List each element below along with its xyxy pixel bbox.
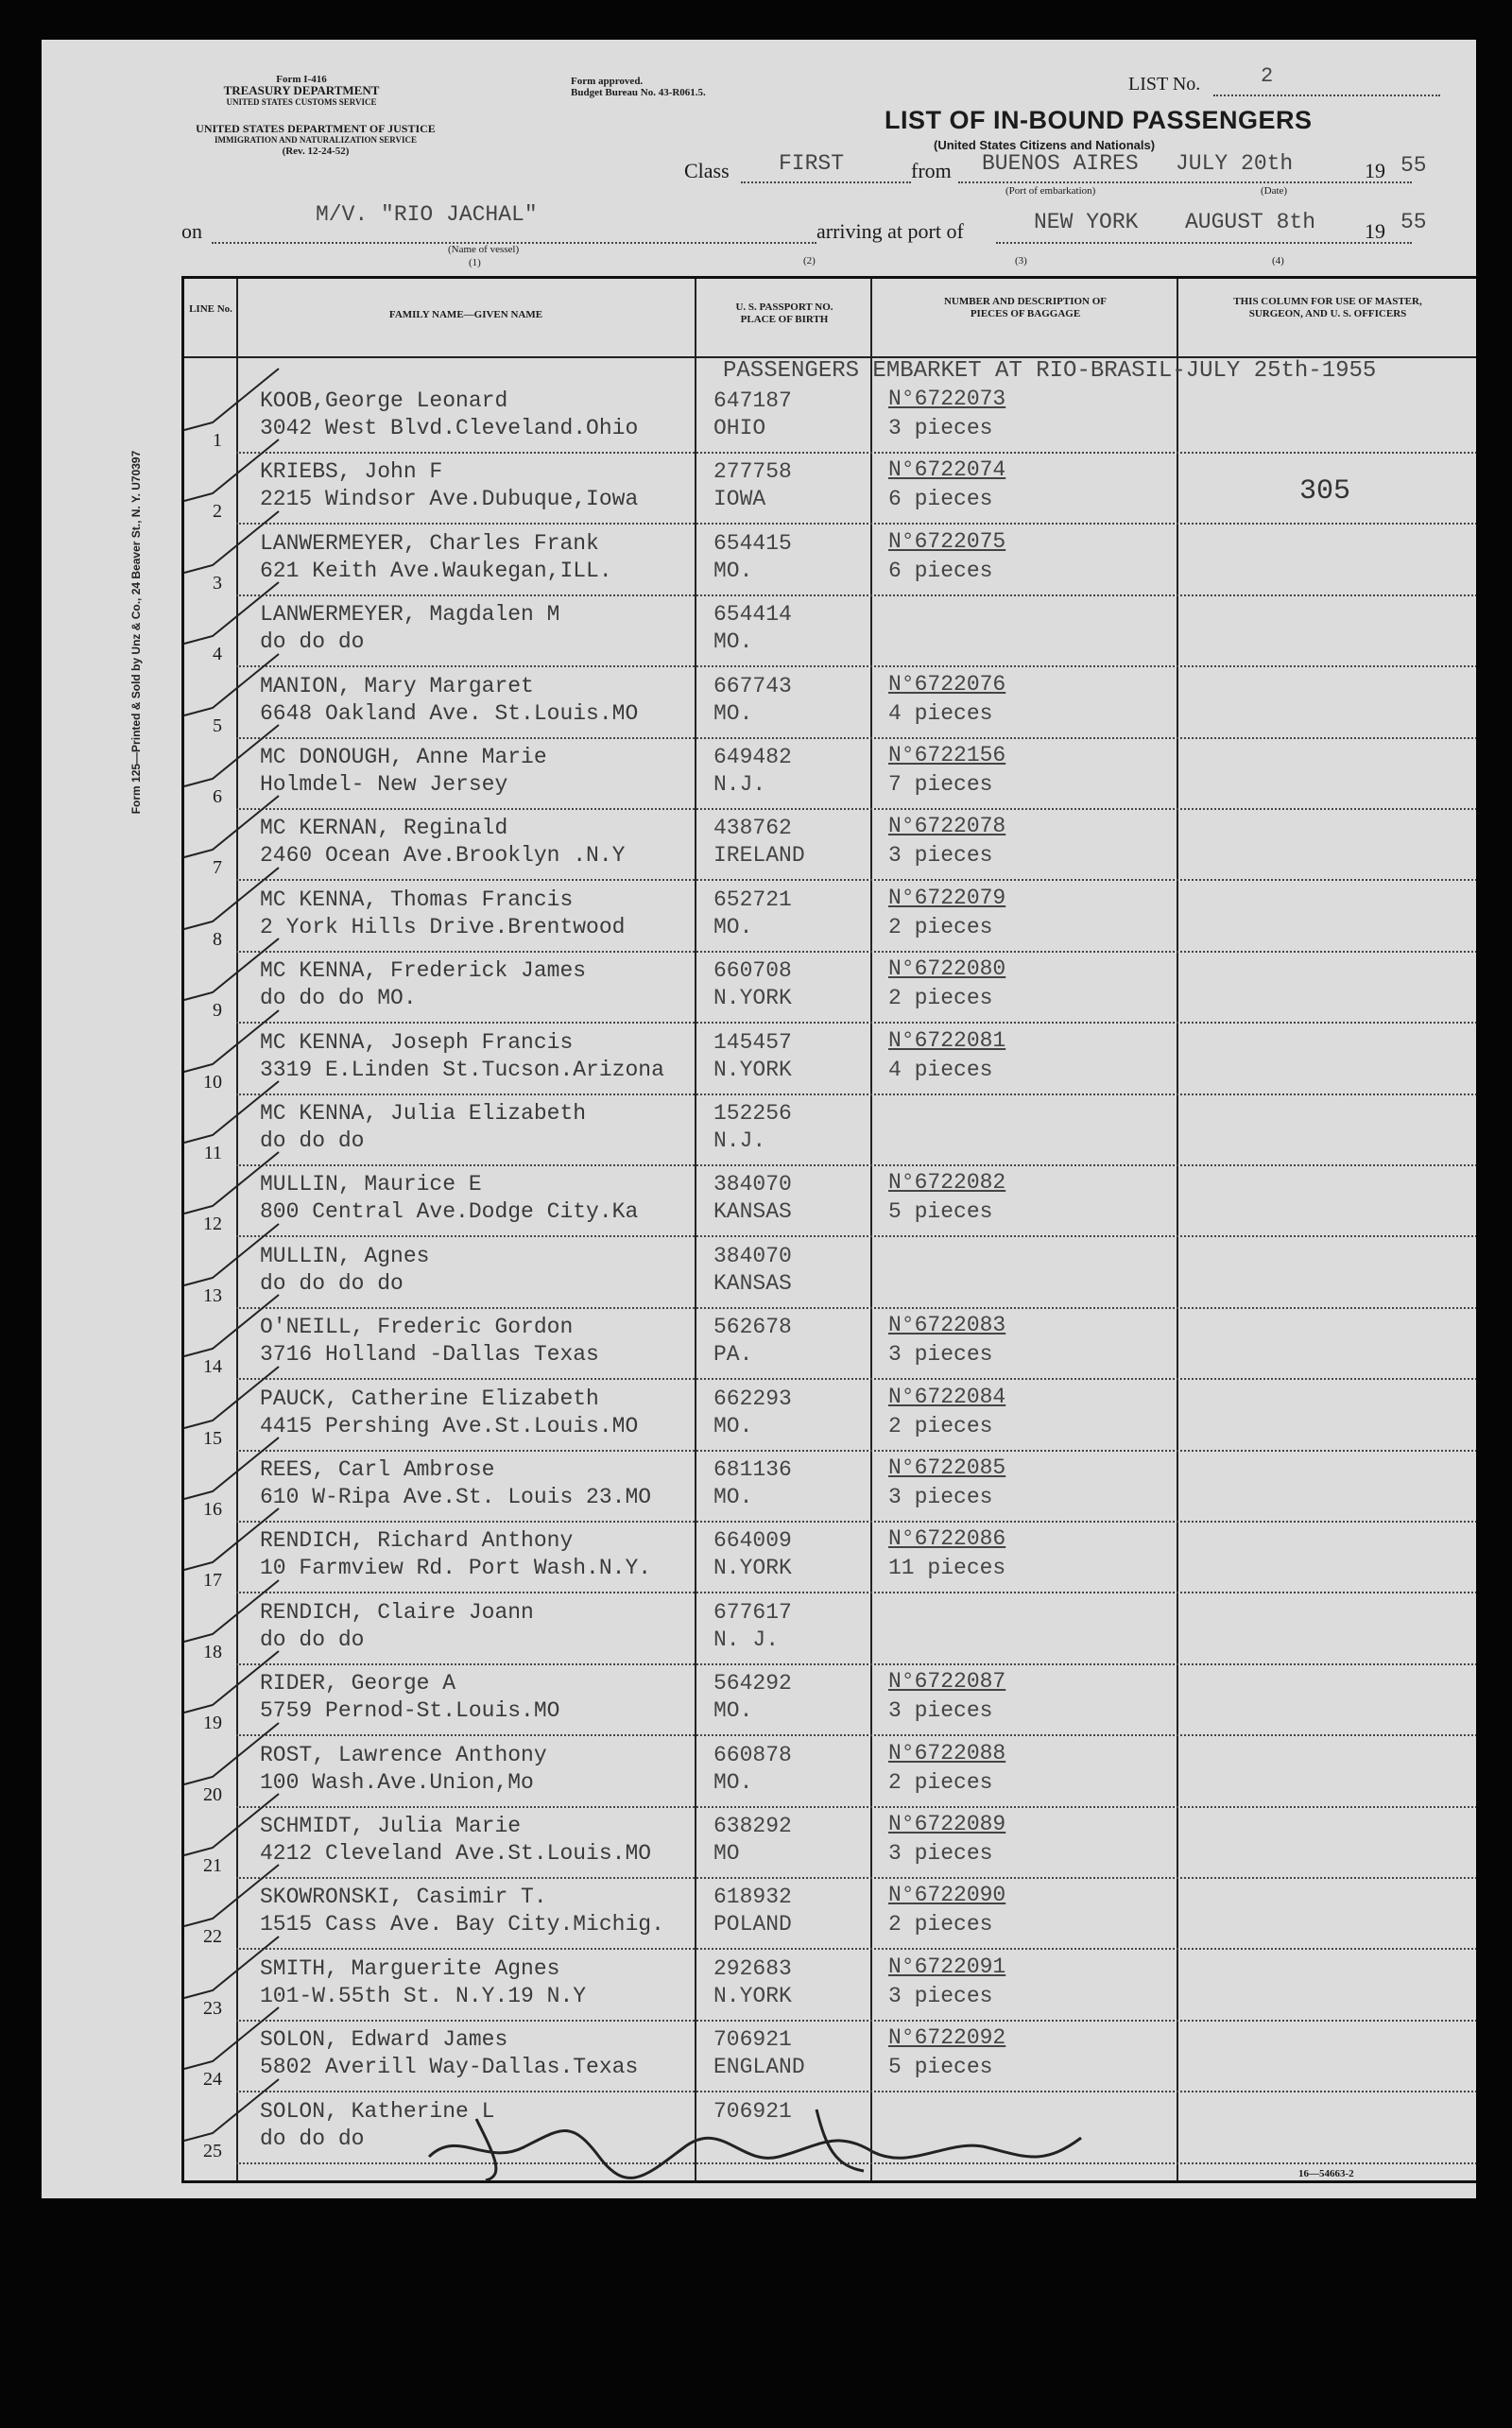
line-number: 22 (203, 1926, 222, 1948)
passenger-address: 10 Farmview Rd. Port Wash.N.Y. (260, 1556, 652, 1581)
passenger-address: 5759 Pernod-St.Louis.MO (260, 1698, 560, 1724)
from-line (958, 181, 1412, 183)
baggage-tag: N°6722074 (888, 457, 1006, 483)
passenger-address: do do do (260, 629, 365, 655)
passport-number: 706921 (713, 2027, 792, 2053)
line-number: 20 (203, 1783, 222, 1805)
baggage-pieces: 7 pieces (888, 772, 993, 797)
from-date: JULY 20th (1176, 151, 1294, 176)
table-row (184, 1523, 1476, 1593)
place-of-birth: MO. (713, 914, 753, 939)
passenger-address: do do do (260, 1627, 365, 1652)
table-row (184, 1309, 1476, 1380)
place-of-birth: N.J. (713, 1128, 766, 1153)
passport-number: 292683 (713, 1955, 792, 1981)
passenger-name: LANWERMEYER, Magdalen M (260, 602, 560, 628)
baggage-tag: N°6722082 (888, 1170, 1006, 1196)
passenger-address: Holmdel- New Jersey (260, 772, 508, 797)
line-number: 4 (213, 644, 222, 665)
baggage-pieces: 6 pieces (888, 558, 993, 583)
baggage-tag: N°6722156 (888, 743, 1006, 767)
passenger-name: SOLON, Edward James (260, 2027, 508, 2053)
passenger-address: do do do (260, 1128, 365, 1153)
passport-number: 706921 (713, 2098, 792, 2124)
baggage-pieces: 2 pieces (888, 1413, 993, 1438)
customs-service: UNITED STATES CUSTOMS SERVICE (226, 97, 377, 107)
baggage-tag: N°6722088 (888, 1740, 1006, 1765)
passenger-address: 3716 Holland -Dallas Texas (260, 1342, 599, 1368)
header-line-no: LINE No. (189, 303, 232, 315)
baggage-tag: N°6722083 (888, 1313, 1006, 1338)
class-line (741, 181, 911, 183)
passport-number: 662293 (713, 1386, 792, 1411)
baggage-pieces: 3 pieces (888, 1698, 993, 1724)
place-of-birth: PA. (713, 1342, 753, 1368)
line-number: 7 (213, 857, 222, 879)
place-of-birth: KANSAS (713, 1270, 792, 1296)
baggage-pieces: 5 pieces (888, 1199, 993, 1225)
from-year-prefix: 19 (1365, 159, 1385, 182)
passenger-address: 5802 Averill Way-Dallas.Texas (260, 2055, 639, 2080)
line-number: 17 (203, 1570, 222, 1592)
arriving-label: arriving at port of (816, 219, 964, 243)
passenger-name: SOLON, Katherine L (260, 2098, 495, 2124)
baggage-pieces: 4 pieces (888, 1057, 993, 1082)
baggage-pieces: 3 pieces (888, 1342, 993, 1368)
check-mark (175, 1576, 288, 1651)
passport-number: 660708 (713, 958, 792, 984)
approval-block (571, 76, 706, 98)
passenger-address: 6648 Oakland Ave. St.Louis.MO (260, 700, 639, 726)
line-number: 14 (203, 1356, 222, 1378)
table-row (184, 596, 1476, 667)
passport-number: 654415 (713, 530, 792, 556)
vessel-caption: (Name of vessel) (448, 244, 520, 255)
form-number: Form I-416 (276, 74, 327, 85)
table-row (184, 1808, 1476, 1879)
check-mark (175, 863, 288, 938)
place-of-birth: N. J. (713, 1627, 780, 1652)
line-number: 25 (203, 2140, 222, 2161)
line-number: 3 (213, 572, 222, 594)
table-row (184, 810, 1476, 881)
passenger-address: do do do MO. (260, 986, 417, 1011)
place-of-birth: N.YORK (713, 1057, 792, 1082)
baggage-pieces: 11 pieces (888, 1556, 1006, 1581)
check-mark (175, 1006, 288, 1081)
baggage-tag: N°6722079 (888, 885, 1006, 910)
check-mark (175, 649, 288, 725)
passport-number: 638292 (713, 1814, 792, 1838)
passenger-name: MANION, Mary Margaret (260, 673, 534, 698)
check-mark (175, 1290, 288, 1366)
baggage-tag: N°6722091 (888, 1954, 1006, 1979)
check-mark (175, 507, 288, 582)
line-number: 2 (213, 501, 222, 523)
place-of-birth: N.YORK (713, 1556, 792, 1581)
passport-number: 649482 (713, 745, 792, 769)
baggage-tag: N°6722073 (888, 387, 1006, 411)
footer-code: 16—54663-2 (1298, 2168, 1354, 2179)
passenger-address: 3042 West Blvd.Cleveland.Ohio (260, 416, 639, 440)
check-mark (175, 435, 288, 510)
passenger-name: KRIEBS, John F (260, 459, 443, 485)
line-number: 15 (203, 1427, 222, 1449)
passenger-name: MC KENNA, Julia Elizabeth (260, 1101, 587, 1126)
passport-number: 654414 (713, 602, 792, 628)
table-row (184, 2022, 1476, 2092)
baggage-tag: N°6722076 (888, 671, 1006, 697)
passenger-name: SCHMIDT, Julia Marie (260, 1814, 522, 1838)
header-passport: U. S. PASSPORT NO. PLACE OF BIRTH (735, 301, 833, 325)
table-row (184, 1665, 1476, 1736)
check-mark (175, 791, 288, 867)
passport-number: 562678 (713, 1315, 792, 1340)
passenger-address: 2 York Hills Drive.Brentwood (260, 914, 626, 939)
header-name: FAMILY NAME—GIVEN NAME (388, 309, 543, 320)
table-row (184, 454, 1476, 525)
passenger-address: 4212 Cleveland Ave.St.Louis.MO (260, 1841, 652, 1866)
from-year: 55 (1400, 153, 1427, 178)
line-number: 9 (213, 1000, 222, 1022)
table-row (184, 668, 1476, 739)
form-approved: Form approved. (571, 76, 644, 87)
table-row (184, 1025, 1476, 1095)
justice-dept: UNITED STATES DEPARTMENT OF JUSTICE (196, 122, 436, 135)
passport-number: 660878 (713, 1742, 792, 1767)
passenger-address: 2460 Ocean Ave.Brooklyn .N.Y (260, 843, 626, 869)
table-row (184, 953, 1476, 1024)
passenger-address: 3319 E.Linden St.Tucson.Arizona (260, 1057, 664, 1082)
passenger-name: MC DONOUGH, Anne Marie (260, 745, 547, 769)
header-officers: THIS COLUMN FOR USE OF MASTER, SURGEON, AND U. S. OFFICERS (1233, 296, 1422, 319)
baggage-pieces: 2 pieces (888, 1912, 993, 1937)
place-of-birth: MO. (713, 700, 753, 726)
place-of-birth: MO (713, 1841, 740, 1866)
baggage-pieces: 3 pieces (888, 843, 993, 869)
baggage-tag: N°6722084 (888, 1384, 1006, 1409)
place-of-birth: MO. (713, 1413, 753, 1438)
date-caption: (Date) (1261, 185, 1288, 197)
baggage-pieces: 2 pieces (888, 986, 993, 1011)
passenger-name: MC KENNA, Joseph Francis (260, 1029, 574, 1055)
passenger-table (181, 276, 1476, 2183)
baggage-pieces: 2 pieces (888, 914, 993, 939)
baggage-tag: N°6722075 (888, 528, 1006, 554)
passport-number: 152256 (713, 1101, 792, 1126)
line-number: 12 (203, 1214, 222, 1235)
passenger-name: RIDER, George A (260, 1671, 456, 1696)
passenger-name: REES, Carl Ambrose (260, 1457, 495, 1482)
check-mark (175, 364, 288, 439)
passenger-name: MC KENNA, Thomas Francis (260, 887, 574, 912)
table-row (184, 1737, 1476, 1808)
baggage-tag: N°6722081 (888, 1027, 1006, 1053)
passport-number: 667743 (713, 673, 792, 698)
passenger-address: 621 Keith Ave.Waukegan,ILL. (260, 558, 612, 583)
col4-caption: (4) (1272, 255, 1284, 267)
table-header (184, 279, 1476, 358)
baggage-tag: N°6722092 (888, 2025, 1006, 2051)
baggage-pieces: 3 pieces (888, 1841, 993, 1866)
passenger-name: MC KERNAN, Reginald (260, 816, 508, 841)
baggage-pieces: 5 pieces (888, 2055, 993, 2080)
passport-number: 647187 (713, 388, 792, 413)
passenger-address: do do do do (260, 1270, 404, 1296)
embark-note: PASSENGERS EMBARKET AT RIO-BRASIL-JULY 25th-1955 (723, 358, 1377, 384)
vessel-name: M/V. "RIO JACHAL" (316, 202, 538, 227)
passenger-address: 2215 Windsor Ave.Dubuque,Iowa (260, 487, 639, 512)
line-number: 19 (203, 1713, 222, 1734)
baggage-pieces: 2 pieces (888, 1769, 993, 1795)
passenger-name: MULLIN, Maurice E (260, 1172, 482, 1197)
place-of-birth: MO. (713, 1485, 753, 1509)
baggage-pieces: 6 pieces (888, 487, 993, 512)
printer-side-text: Form 125—Printed & Sold by Unz & Co., 24 Beaver St., N. Y. U70397 (129, 450, 143, 815)
table-row (184, 1879, 1476, 1950)
passport-number: 664009 (713, 1528, 792, 1554)
list-subtitle: (United States Citizens and Nationals) (934, 138, 1156, 152)
check-mark (175, 2003, 288, 2078)
place-of-birth: MO. (713, 558, 753, 583)
passenger-address: 100 Wash.Ave.Union,Mo (260, 1769, 534, 1795)
table-row (184, 739, 1476, 810)
col2-caption: (2) (803, 255, 816, 267)
check-mark (175, 1362, 288, 1438)
check-mark (175, 1504, 288, 1579)
port-embark-caption: (Port of embarkation) (1005, 185, 1096, 197)
line-number: 13 (203, 1284, 222, 1306)
line-number: 8 (213, 928, 222, 950)
passenger-address: 101-W.55th St. N.Y.19 N.Y (260, 1983, 587, 2008)
passenger-name: O'NEILL, Frederic Gordon (260, 1315, 574, 1340)
check-mark (175, 1433, 288, 1508)
arrival-port: NEW YORK (1034, 210, 1139, 234)
list-no-label: LIST No. (1128, 74, 1201, 95)
place-of-birth: ENGLAND (713, 2055, 805, 2080)
place-of-birth: N.YORK (713, 1983, 792, 2008)
arrival-line (996, 242, 1412, 244)
passport-number: 438762 (713, 816, 792, 841)
passenger-name: ROST, Lawrence Anthony (260, 1742, 547, 1767)
check-mark (175, 1147, 288, 1223)
baggage-pieces: 3 pieces (888, 416, 993, 440)
passport-number: 681136 (713, 1457, 792, 1482)
place-of-birth: N.YORK (713, 986, 792, 1011)
line-number: 21 (203, 1855, 222, 1876)
passenger-manifest-page (42, 40, 1476, 2198)
place-of-birth: POLAND (713, 1912, 792, 1937)
table-row (184, 1381, 1476, 1452)
list-no-value: 2 (1261, 64, 1274, 88)
check-mark (175, 1789, 288, 1865)
passenger-name: SKOWRONSKI, Casimir T. (260, 1885, 547, 1910)
passenger-address: 1515 Cass Ave. Bay City.Michig. (260, 1912, 664, 1937)
form-header-left (183, 74, 420, 108)
revision-date: (Rev. 12-24-52) (282, 146, 350, 157)
place-of-birth: KANSAS (713, 1199, 792, 1225)
line-number: 5 (213, 715, 222, 736)
passenger-name: SMITH, Marguerite Agnes (260, 1955, 560, 1981)
passenger-address: 800 Central Ave.Dodge City.Ka (260, 1199, 639, 1225)
list-title: LIST OF IN-BOUND PASSENGERS (885, 106, 1313, 134)
ins-service: IMMIGRATION AND NATURALIZATION SERVICE (215, 135, 417, 145)
baggage-tag: N°6722086 (888, 1526, 1006, 1552)
col3-caption: (3) (1015, 255, 1027, 267)
passenger-name: RENDICH, Claire Joann (260, 1599, 534, 1625)
passenger-address: do do do (260, 2126, 365, 2151)
check-mark (175, 1219, 288, 1295)
line-number: 24 (203, 2069, 222, 2091)
check-mark (175, 2075, 288, 2150)
passport-number: 652721 (713, 887, 792, 912)
handwritten-signature (420, 2100, 1100, 2185)
class-label: Class (684, 159, 730, 182)
passenger-address: 610 W-Ripa Ave.St. Louis 23.MO (260, 1485, 652, 1509)
check-mark (175, 1076, 288, 1152)
col1-caption: (1) (469, 257, 481, 268)
check-mark (175, 1646, 288, 1722)
passenger-address: 4415 Pershing Ave.St.Louis.MO (260, 1413, 639, 1438)
baggage-tag: N°6722087 (888, 1669, 1006, 1695)
check-mark (175, 720, 288, 796)
passenger-name: KOOB,George Leonard (260, 388, 508, 413)
line-number: 11 (203, 1143, 222, 1163)
baggage-tag: N°6722090 (888, 1883, 1006, 1908)
line-number: 10 (203, 1071, 222, 1093)
passport-number: 384070 (713, 1172, 792, 1197)
check-mark (175, 934, 288, 1009)
table-row (184, 1166, 1476, 1237)
passport-number: 145457 (713, 1029, 792, 1055)
class-value: FIRST (779, 151, 845, 176)
place-of-birth: OHIO (713, 416, 766, 440)
check-mark (175, 1860, 288, 1936)
passenger-name: LANWERMEYER, Charles Frank (260, 530, 599, 556)
passenger-name: MULLIN, Agnes (260, 1243, 430, 1268)
from-port: BUENOS AIRES (982, 151, 1139, 176)
table-row (184, 1951, 1476, 2022)
justice-header (174, 123, 457, 157)
place-of-birth: MO. (713, 1698, 753, 1724)
baggage-pieces: 4 pieces (888, 700, 993, 726)
line-number: 6 (213, 786, 222, 807)
place-of-birth: MO. (713, 629, 753, 655)
line-number: 23 (203, 1997, 222, 2019)
passport-number: 618932 (713, 1885, 792, 1910)
table-row (184, 882, 1476, 953)
passport-number: 677617 (713, 1599, 792, 1625)
baggage-tag: N°6722080 (888, 956, 1006, 982)
line-number: 16 (203, 1499, 222, 1520)
passenger-name: PAUCK, Catherine Elizabeth (260, 1386, 599, 1411)
passenger-name: RENDICH, Richard Anthony (260, 1528, 574, 1554)
place-of-birth: MO. (713, 1769, 753, 1795)
table-row (184, 1095, 1476, 1166)
baggage-tag: N°6722078 (888, 814, 1006, 839)
header-baggage: NUMBER AND DESCRIPTION OF PIECES OF BAGGAGE (943, 296, 1108, 319)
on-label: on (181, 219, 202, 243)
table-row (184, 383, 1476, 454)
list-no-line (1213, 95, 1440, 96)
from-label: from (911, 159, 952, 182)
check-mark (175, 1718, 288, 1794)
passport-number: 564292 (713, 1671, 792, 1696)
table-row (184, 525, 1476, 596)
line-number: 18 (203, 1641, 222, 1662)
baggage-pieces: 3 pieces (888, 1983, 993, 2008)
passport-number: 277758 (713, 459, 792, 485)
baggage-pieces: 3 pieces (888, 1485, 993, 1509)
arrival-year-prefix: 19 (1365, 219, 1385, 243)
baggage-tag: N°6722085 (888, 1455, 1006, 1480)
arrival-year: 55 (1400, 210, 1427, 234)
passenger-name: MC KENNA, Frederick James (260, 958, 587, 984)
check-mark (175, 1932, 288, 2007)
baggage-tag: N°6722089 (888, 1812, 1006, 1836)
stamp-number: 305 (1299, 475, 1351, 508)
arrival-date: AUGUST 8th (1185, 210, 1316, 234)
passport-number: 384070 (713, 1243, 792, 1268)
check-mark (175, 577, 288, 653)
place-of-birth: IOWA (713, 487, 766, 512)
table-row (184, 1452, 1476, 1523)
place-of-birth: IRELAND (713, 843, 805, 869)
table-row (184, 1594, 1476, 1665)
treasury-dept: TREASURY DEPARTMENT (223, 83, 380, 97)
budget-bureau: Budget Bureau No. 43-R061.5. (571, 87, 706, 98)
place-of-birth: N.J. (713, 772, 766, 797)
table-row (184, 1238, 1476, 1309)
line-number: 1 (213, 430, 222, 451)
